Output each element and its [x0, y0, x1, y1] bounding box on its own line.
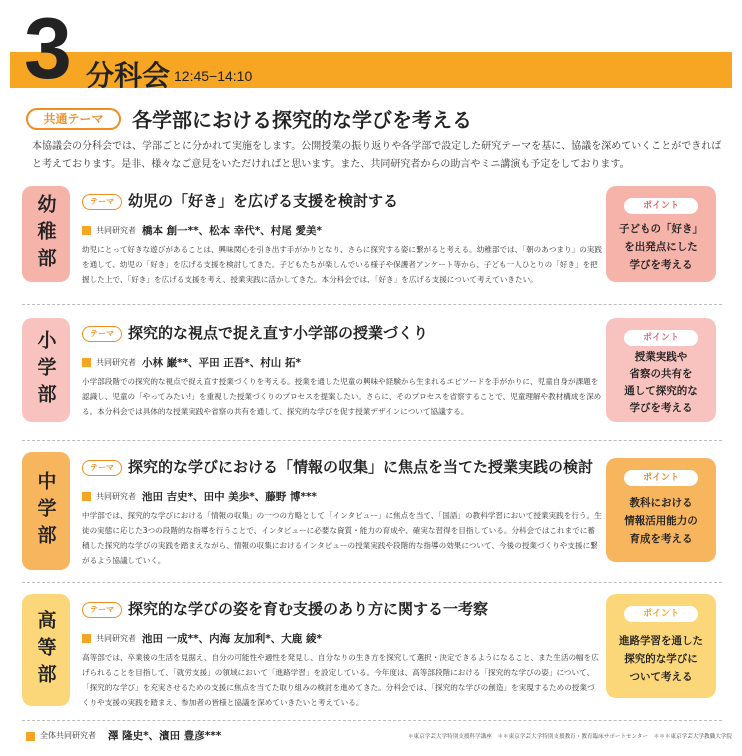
point-line: 教科における — [629, 497, 693, 509]
point-line: 育成を考える — [629, 533, 693, 545]
point-line: 授業実践や — [634, 351, 688, 363]
footer — [26, 728, 732, 748]
point-line: 学びを考える — [629, 259, 693, 271]
point-label: ポイント — [624, 606, 698, 622]
researcher-names: 小林 巌**、平田 正吾*、村山 拓* — [142, 357, 301, 369]
researcher-label: 共同研究者 — [96, 492, 136, 501]
point-box — [606, 594, 716, 698]
point-box — [606, 186, 716, 282]
point-line: 通して探究的な — [624, 385, 698, 397]
overall-researcher-label: 全体共同研究者 — [40, 731, 96, 740]
point-line: 進路学習を通した — [619, 635, 703, 647]
researchers — [82, 628, 322, 647]
section-description: 高等部では、卒業後の生活を見据え、自分の可能性や適性を発見し、自分なりの生き方を探究して選択・決定できるようになること、また生活の幅を広げられることを目指して、「就労支援」の領域において「進路学習」を設定している。今年度は、高等部段階における「探究的な学びの姿」について、「探究的な学び」を充実させるための支援に焦点を当てた取り組みの検討を進めてきた。分科会では、「探究的な学びの創造」を実現するための授業づくりや支援の実践を踏まえ、参加者の皆様と協議を深めていきたいと考えている。 — [82, 653, 599, 707]
point-line: を出発点にした — [624, 241, 698, 253]
point-line: ついて考える — [629, 671, 693, 683]
common-theme — [26, 104, 726, 134]
theme-tag: テーマ — [82, 460, 122, 476]
session-time: 12:45−14:10 — [174, 68, 253, 84]
theme-title: 探究的な視点で捉え直す小学部の授業づくり — [128, 324, 429, 342]
section-high-school — [22, 594, 722, 712]
point-label: ポイント — [624, 330, 698, 346]
divider — [22, 440, 722, 441]
common-theme-heading: 各学部における探究的な学びを考える — [132, 108, 472, 132]
theme-tag: テーマ — [82, 602, 122, 618]
point-line: 探究的な学びに — [624, 653, 698, 665]
point-line: 学びを考える — [629, 402, 693, 414]
overall-researcher-names: 澤 隆史*、濱田 豊彦*** — [108, 730, 222, 742]
session-header — [10, 1, 732, 97]
intro-text: 本協議会の分科会では、学部ごとに分かれて実施をします。公開授業の振り返りや各学部で設定した研究テーマを基に、協議を深めていくことができればと考えております。是非、様々なご意見をいただければと思います。また、共同研究者からの助言やミニ講演も予定をしております。 — [32, 141, 722, 170]
dept-label: 小学部 — [22, 318, 70, 422]
section-description: 中学部では、探究的な学びにおける「情報の収集」の一つの方略として「インタビュー」に焦点を当て、「国語」の教科学習において授業実践を行う。生徒の実態に応じた3つの段階的な指導を行うことで、インタビューに必要な資質・能力の育成や、確実な習得を目指している。分科会ではこれまでに蓄積した探究的な学びの実践を踏まえながら、情報の収集におけるインタビューの授業実践や段階的な指導の効果について、今後の授業づくりや支援に繋がるよう協議していく。 — [82, 511, 602, 565]
researchers — [82, 220, 322, 239]
point-box — [606, 458, 716, 562]
researcher-names: 池田 一成**、内海 友加利*、大鹿 綾* — [142, 633, 322, 645]
bullet-square — [82, 226, 91, 235]
bullet-square — [82, 492, 91, 501]
theme-title: 探究的な学びにおける「情報の収集」に焦点を当てた授業実践の検討 — [128, 458, 594, 476]
researcher-names: 池田 吉史*、田中 美歩*、藤野 博*** — [142, 491, 317, 503]
point-label: ポイント — [624, 198, 698, 214]
theme-tag: テーマ — [82, 326, 122, 342]
point-label: ポイント — [624, 470, 698, 486]
theme-tag: テーマ — [82, 194, 122, 210]
dept-label: 高等部 — [22, 594, 70, 706]
section-description: 小学部段階での探究的な視点で捉え直す授業づくりを考える。授業を通した児童の興味や経験から生まれるエピソードを手がかりに、児童自身が課題を認識し、児童の「やってみたい!」を重視した授業づくりのプロセスを提案したい。さらに、そのプロセスを省察することで、児童理解や教材構成を深める。本分科会では具体的な授業実践や省察の共有を通して、探究的な学びを促す授業デザインについて協議する。 — [82, 377, 602, 416]
point-line: 省察の共有を — [629, 368, 693, 380]
researcher-names: 橋本 創一**、松本 幸代*、村尾 愛美* — [142, 225, 322, 237]
session-title: 分科会 — [86, 59, 171, 92]
point-box — [606, 318, 716, 422]
bullet-square — [82, 358, 91, 367]
common-theme-tag: 共通テーマ — [26, 108, 121, 130]
section-kindergarten — [22, 186, 722, 290]
section-description: 幼児にとって好きな遊びがあることは、興味関心を引き出す手がかりとなり、さらに探究する姿に繋がると考える。幼稚部では、「朝のあつまり」の実践を通して、幼児の「好き」を広げる支援を検討してきた。子どもたちが楽しんでいる様子や保護者アンケート等から、子ども一人ひとりの「好き」を把握した上で、「好き」を広げる支援を考え、授業実践に活かしてきた。本分科会では、「好き」を広げる支援について考えていきたい。 — [82, 245, 603, 284]
point-line: 情報活用能力の — [624, 515, 698, 527]
divider — [22, 720, 722, 721]
bullet-square — [26, 732, 35, 741]
section-junior-high — [22, 452, 722, 580]
bullet-square — [82, 634, 91, 643]
affiliation-notes: ＊東京学芸大学特別支援科学講座 ＊＊東京学芸大学特別支援教育・教育臨床サポートセンター ＊＊＊東京学芸大学教職大学院 — [407, 734, 732, 740]
researchers — [82, 486, 317, 505]
point-line: 子どもの「好き」 — [619, 223, 703, 235]
researchers — [82, 352, 301, 371]
section-elementary — [22, 318, 722, 428]
researcher-label: 共同研究者 — [96, 358, 136, 367]
dept-label: 中学部 — [22, 452, 70, 570]
divider — [22, 582, 722, 583]
researcher-label: 共同研究者 — [96, 226, 136, 235]
researcher-label: 共同研究者 — [96, 634, 136, 643]
theme-title: 幼児の「好き」を広げる支援を検討する — [128, 192, 399, 210]
session-number: 3 — [24, 1, 72, 97]
theme-title: 探究的な学びの姿を育む支援のあり方に関する一考察 — [128, 600, 489, 618]
dept-label: 幼稚部 — [22, 186, 70, 282]
divider — [22, 304, 722, 305]
